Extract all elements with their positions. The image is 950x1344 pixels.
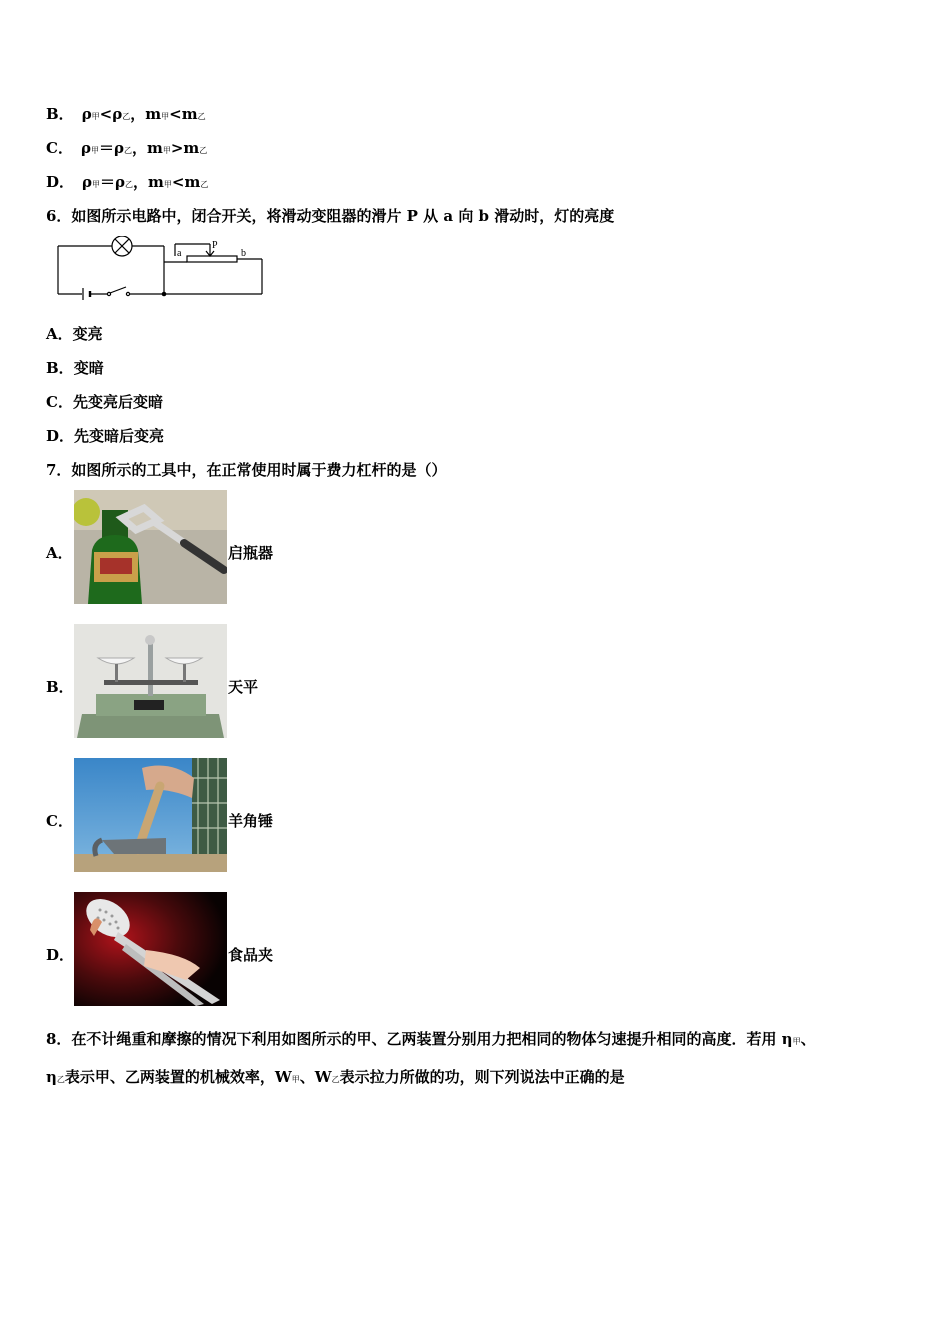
switch-icon (110, 287, 126, 293)
option-text: 变暗 (73, 359, 104, 377)
option-label: C． (46, 139, 73, 157)
q7-option-c-label: C． (46, 812, 73, 830)
subscript: 甲 (92, 180, 100, 189)
rho-symbol: ρ (80, 139, 91, 157)
operator: ＝ (98, 139, 114, 157)
subscript: 甲 (792, 1037, 801, 1046)
separator: ， (131, 139, 147, 157)
q8-stem-line1 (46, 1028, 816, 1049)
subscript: 乙 (200, 180, 209, 189)
option-text: 变亮 (72, 325, 103, 343)
rho-symbol: ρ (115, 173, 125, 191)
q7-option-d-label: D． (46, 946, 75, 964)
q7-option-a-label: A． (46, 544, 73, 562)
rheostat-resistor (187, 256, 237, 262)
q8-stem-text: 表示甲、乙两装置的机械效率， (64, 1068, 275, 1086)
mass-symbol: m (183, 139, 200, 157)
operator: ＝ (100, 173, 116, 191)
q5-option-c (46, 137, 207, 158)
q5-option-b (46, 103, 206, 124)
circuit-diagram (55, 236, 270, 304)
food-tongs-photo (74, 892, 227, 1006)
option-label: C． (46, 393, 73, 411)
q7-option-a-caption: 启瓶器 (228, 544, 274, 562)
q6-option-c (46, 391, 163, 412)
mass-symbol: m (145, 105, 162, 123)
work-symbol: W (314, 1068, 332, 1086)
subscript: 乙 (122, 112, 131, 121)
balance-scale-photo (74, 624, 227, 738)
subscript: 乙 (56, 1075, 65, 1084)
option-label: D． (46, 427, 75, 445)
subscript: 甲 (163, 180, 172, 189)
eta-symbol: η (46, 1068, 57, 1086)
option-text: 先变亮后变暗 (72, 393, 163, 411)
q7-option-c-caption: 羊角锤 (228, 812, 274, 830)
subscript: 甲 (161, 112, 170, 121)
subscript: 乙 (197, 112, 206, 121)
label-p: P (212, 240, 218, 251)
separator: 、 (299, 1068, 315, 1086)
rho-symbol: ρ (112, 105, 123, 123)
q7-option-b-caption: 天平 (228, 678, 259, 696)
q8-stem-text: 8．在不计绳重和摩擦的情况下利用如图所示的甲、乙两装置分别用力把相同的物体匀速提升相同的高度．若用 (46, 1030, 782, 1048)
label-a: a (177, 248, 182, 259)
operator: < (169, 105, 182, 123)
q8-stem-line2 (46, 1066, 625, 1087)
mass-symbol: m (181, 105, 198, 123)
operator: < (99, 105, 113, 123)
q6-option-d (46, 425, 164, 446)
operator: > (170, 139, 184, 157)
separator: ， (133, 173, 149, 191)
subscript: 乙 (331, 1075, 340, 1084)
subscript: 乙 (123, 146, 132, 155)
option-label: D． (46, 173, 75, 191)
option-label: B． (46, 359, 74, 377)
separator: ， (130, 105, 146, 123)
work-symbol: W (274, 1068, 292, 1086)
subscript: 乙 (199, 146, 208, 155)
q8-stem-text: 表示拉力所做的功，则下列说法中正确的是 (339, 1068, 625, 1086)
rho-symbol: ρ (82, 173, 92, 191)
q7-option-d-caption: 食品夹 (228, 946, 274, 964)
q7-option-b-label: B． (46, 678, 74, 696)
q7-stem: 7．如图所示的工具中，在正常使用时属于费力杠杆的是（） (46, 461, 447, 479)
label-b: b (241, 248, 246, 259)
junction-dot (162, 292, 167, 297)
rho-symbol: ρ (113, 139, 124, 157)
eta-symbol: η (781, 1030, 793, 1048)
q6-option-a (46, 323, 103, 344)
q6-option-b (46, 357, 104, 378)
rho-symbol: ρ (81, 105, 92, 123)
option-text: 先变暗后变亮 (74, 427, 165, 445)
separator: 、 (800, 1030, 816, 1048)
subscript: 甲 (291, 1075, 300, 1084)
subscript: 乙 (125, 180, 133, 189)
subscript: 甲 (162, 146, 171, 155)
claw-hammer-photo (74, 758, 227, 872)
option-label: A． (46, 325, 73, 343)
operator: < (171, 173, 185, 191)
q6-stem: 6．如图所示电路中，闭合开关，将滑动变阻器的滑片 P 从 a 向 b 滑动时，灯的亮度 (46, 207, 615, 225)
bottle-opener-photo (74, 490, 227, 604)
subscript: 甲 (91, 112, 100, 121)
q5-option-d (46, 171, 208, 192)
mass-symbol: m (184, 173, 201, 191)
option-label: B． (46, 105, 74, 123)
mass-symbol: m (146, 139, 163, 157)
subscript: 甲 (90, 146, 99, 155)
mass-symbol: m (148, 173, 164, 191)
